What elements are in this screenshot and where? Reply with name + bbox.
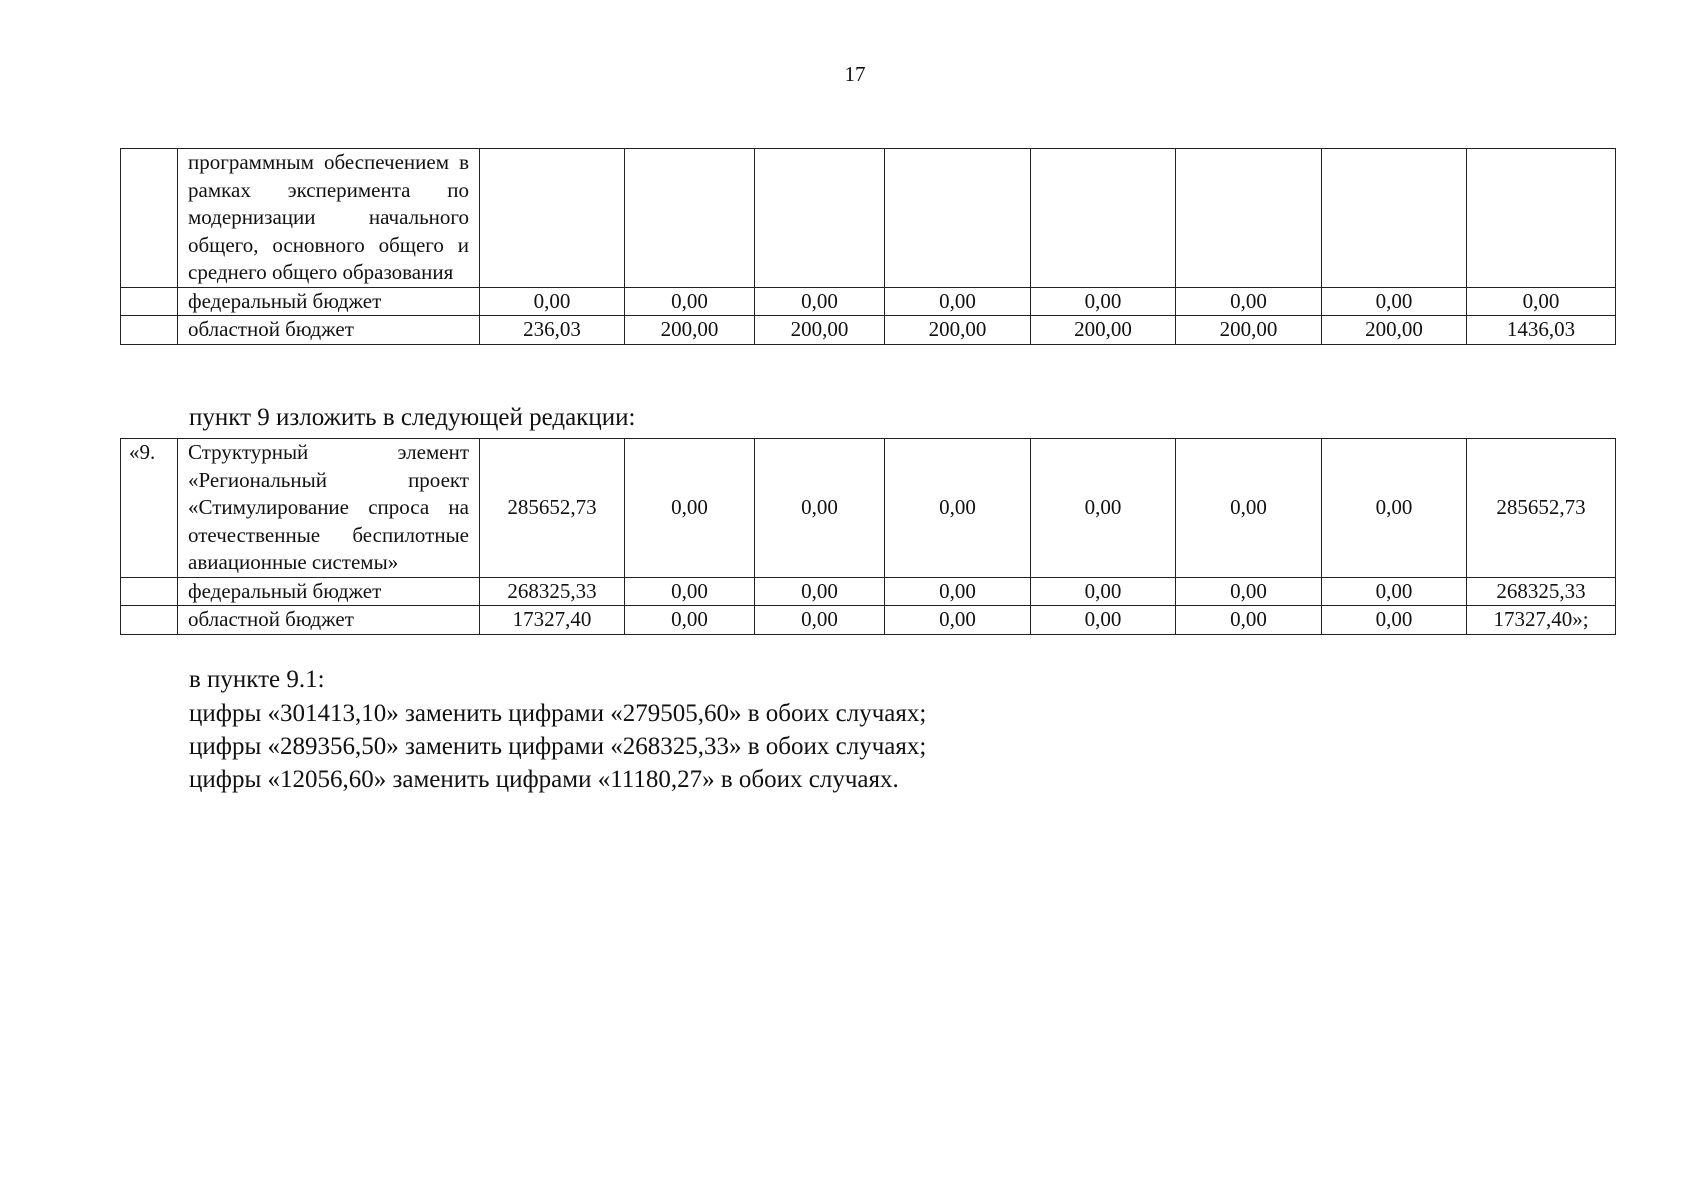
- number-cell: [121, 149, 178, 288]
- value-cell: [1176, 149, 1322, 288]
- value-cell: 0,00: [1322, 287, 1467, 316]
- change-line: цифры «12056,60» заменить цифрами «11180,27» в обоих случаях.: [189, 766, 899, 793]
- activity-name-cell: Структурный элемент «Региональный проект «Стимулирование спроса на отечественные беспилотные авиационные системы»: [178, 439, 480, 578]
- value-cell: 0,00: [1031, 439, 1176, 578]
- value-cell: 285652,73: [480, 439, 625, 578]
- value-cell: 0,00: [1467, 287, 1616, 316]
- value-cell: 200,00: [625, 316, 755, 345]
- value-cell: 200,00: [755, 316, 885, 345]
- value-cell: 0,00: [480, 287, 625, 316]
- value-cell: 17327,40: [480, 606, 625, 635]
- value-cell: 0,00: [1176, 577, 1322, 606]
- number-cell: [121, 316, 178, 345]
- instruction-text: пункт 9 изложить в следующей редакции:: [189, 404, 636, 431]
- table-row: [121, 577, 1616, 606]
- value-cell: 0,00: [1176, 606, 1322, 635]
- value-cell: [1031, 149, 1176, 288]
- value-cell: 0,00: [625, 287, 755, 316]
- value-cell: 0,00: [755, 577, 885, 606]
- value-cell: [755, 149, 885, 288]
- budget-table-continuation: [120, 148, 1616, 345]
- value-cell: 0,00: [1176, 439, 1322, 578]
- table-row: [121, 439, 1616, 578]
- number-cell: «9.: [121, 439, 178, 578]
- row-label-cell: областной бюджет: [178, 316, 480, 345]
- value-cell: 200,00: [1322, 316, 1467, 345]
- table-row: [121, 606, 1616, 635]
- value-cell: 0,00: [1322, 606, 1467, 635]
- number-cell: [121, 287, 178, 316]
- value-cell: [480, 149, 625, 288]
- number-cell: [121, 577, 178, 606]
- value-cell: 0,00: [755, 287, 885, 316]
- value-cell: 0,00: [1176, 287, 1322, 316]
- value-cell: 200,00: [1176, 316, 1322, 345]
- value-cell: 1436,03: [1467, 316, 1616, 345]
- value-cell: 0,00: [885, 606, 1031, 635]
- budget-table-item-9: [120, 438, 1616, 635]
- value-cell: 0,00: [885, 287, 1031, 316]
- page-number: 17: [844, 62, 866, 86]
- value-cell: 0,00: [625, 439, 755, 578]
- value-cell: 0,00: [625, 606, 755, 635]
- value-cell: [1322, 149, 1467, 288]
- value-cell: 236,03: [480, 316, 625, 345]
- value-cell: 268325,33: [480, 577, 625, 606]
- value-cell: 0,00: [885, 439, 1031, 578]
- value-cell: 0,00: [625, 577, 755, 606]
- table-row: [121, 316, 1616, 345]
- value-cell: [625, 149, 755, 288]
- activity-name-cell: программным обеспечением в рамках эксперимента по модернизации начального общего, основного общего и среднего общего образования: [178, 149, 480, 288]
- value-cell: 0,00: [1031, 606, 1176, 635]
- value-cell: [1467, 149, 1616, 288]
- number-cell: [121, 606, 178, 635]
- value-cell: [885, 149, 1031, 288]
- value-cell: 0,00: [1322, 577, 1467, 606]
- value-cell: 0,00: [755, 606, 885, 635]
- change-line: цифры «301413,10» заменить цифрами «279505,60» в обоих случаях;: [189, 700, 927, 727]
- value-cell: 285652,73: [1467, 439, 1616, 578]
- value-cell: 17327,40»;: [1467, 606, 1616, 635]
- value-cell: 0,00: [1322, 439, 1467, 578]
- change-line: цифры «289356,50» заменить цифрами «268325,33» в обоих случаях;: [189, 733, 927, 760]
- table-row: [121, 149, 1616, 288]
- row-label-cell: областной бюджет: [178, 606, 480, 635]
- instruction-text: в пункте 9.1:: [189, 666, 325, 693]
- value-cell: 200,00: [885, 316, 1031, 345]
- table-row: [121, 287, 1616, 316]
- row-label-cell: федеральный бюджет: [178, 287, 480, 316]
- value-cell: 0,00: [1031, 287, 1176, 316]
- value-cell: 0,00: [1031, 577, 1176, 606]
- row-label-cell: федеральный бюджет: [178, 577, 480, 606]
- value-cell: 0,00: [755, 439, 885, 578]
- value-cell: 0,00: [885, 577, 1031, 606]
- value-cell: 268325,33: [1467, 577, 1616, 606]
- value-cell: 200,00: [1031, 316, 1176, 345]
